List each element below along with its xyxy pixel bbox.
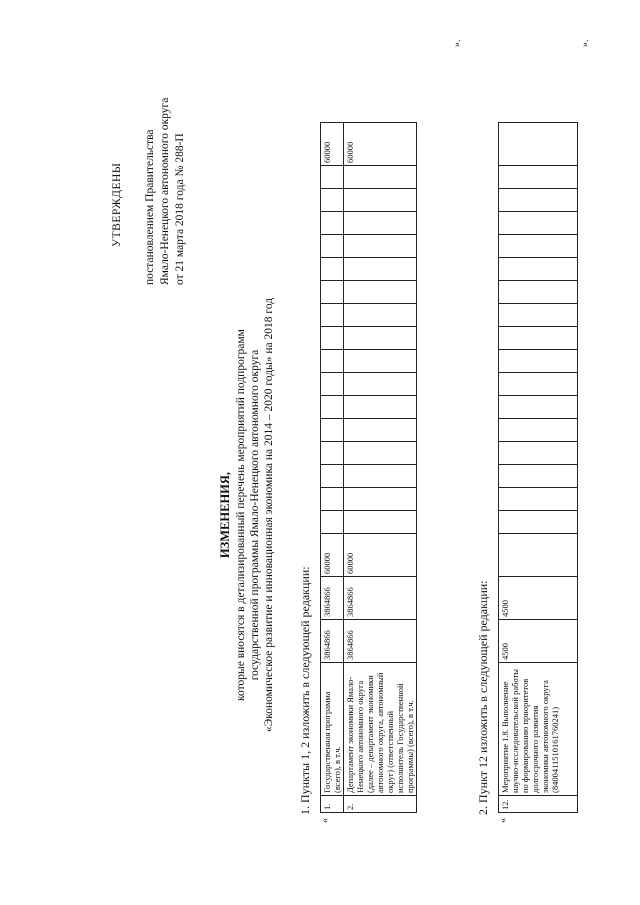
- empty-cell: [344, 396, 417, 419]
- row-value: 3864866: [344, 620, 417, 663]
- approval-line-1: постановлением Правительства: [144, 129, 156, 285]
- empty-cell: [344, 350, 417, 373]
- empty-cell: [499, 304, 578, 327]
- empty-cell: [321, 350, 344, 373]
- empty-cell: [321, 419, 344, 442]
- row-name: Мероприятие 1.8. Выполнение научно-исследовательской работы по формированию приоритетов долгосрочного развития экономики автономного округа (8400411510161760241): [499, 663, 578, 796]
- title-line-3: «Экономическое развитие и инновационная экономика на 2014 – 2020 годы» на 2018 год: [263, 297, 275, 733]
- row-number: 12.: [499, 796, 578, 813]
- row-name: Государственная программа (всего), в т.ч.: [321, 663, 344, 796]
- empty-cell: [499, 327, 578, 350]
- row-name: Департамент экономики Ямало-Ненецкого автономного округа (далее – департамент экономики автономного округа, автономный округ) (ответственный исполнитель Государственной программы) (всего), в т.ч.: [344, 663, 417, 796]
- empty-cell: [499, 534, 578, 577]
- row-value-last: 60000: [344, 123, 417, 166]
- section-1-title: 1. Пункты 1, 2 изложить в следующей редакции:: [298, 566, 312, 815]
- empty-cell: [344, 235, 417, 258]
- table-row: [344, 123, 417, 813]
- approval-block: [110, 55, 188, 285]
- section-1-open-quote: «: [320, 818, 331, 823]
- approval-heading: УТВЕРЖДЕНЫ: [111, 162, 123, 247]
- empty-cell: [499, 281, 578, 304]
- empty-cell: [499, 166, 578, 189]
- empty-cell: [321, 396, 344, 419]
- section-2-open-quote: «: [498, 818, 509, 823]
- row-value-last: 60000: [321, 123, 344, 166]
- rotated-document-page: [20, 25, 620, 885]
- empty-cell: [499, 396, 578, 419]
- empty-cell: [499, 258, 578, 281]
- empty-cell: [499, 465, 578, 488]
- section-2-close-quote: ».: [580, 39, 591, 47]
- empty-cell: [344, 258, 417, 281]
- empty-cell: [321, 511, 344, 534]
- section-1-table: [320, 122, 417, 813]
- row-value: 4500: [499, 577, 578, 620]
- document-title: [218, 285, 276, 745]
- section-2-title: 2. Пункт 12 изложить в следующей редакции:: [476, 580, 490, 815]
- row-number: 2.: [344, 796, 417, 813]
- empty-cell: [321, 258, 344, 281]
- row-value: 60000: [344, 534, 417, 577]
- empty-cell: [321, 373, 344, 396]
- approval-line-2: Ямало-Ненецкого автономного округа: [159, 97, 171, 285]
- empty-cell: [344, 189, 417, 212]
- empty-cell: [344, 511, 417, 534]
- empty-cell: [344, 212, 417, 235]
- empty-cell: [499, 511, 578, 534]
- empty-cell: [344, 281, 417, 304]
- row-value: 4500: [499, 620, 578, 663]
- empty-cell: [344, 373, 417, 396]
- empty-cell: [344, 465, 417, 488]
- empty-cell: [321, 488, 344, 511]
- title-line-2: государственной программы Ямало-Ненецкого автономного округа: [249, 349, 261, 681]
- empty-cell: [344, 442, 417, 465]
- empty-cell: [344, 419, 417, 442]
- empty-cell: [321, 281, 344, 304]
- empty-cell: [499, 488, 578, 511]
- empty-cell: [321, 235, 344, 258]
- empty-cell: [321, 327, 344, 350]
- row-value: 60000: [321, 534, 344, 577]
- empty-cell: [321, 442, 344, 465]
- empty-cell: [344, 304, 417, 327]
- row-value: 3864866: [321, 577, 344, 620]
- empty-cell: [499, 212, 578, 235]
- title-main: ИЗМЕНЕНИЯ,: [218, 471, 232, 559]
- empty-cell: [499, 350, 578, 373]
- empty-cell: [499, 123, 578, 166]
- empty-cell: [499, 189, 578, 212]
- empty-cell: [499, 373, 578, 396]
- table-row: [321, 123, 344, 813]
- empty-cell: [321, 212, 344, 235]
- approval-line-3: от 21 марта 2018 года № 288-П: [174, 133, 186, 285]
- empty-cell: [321, 465, 344, 488]
- empty-cell: [499, 442, 578, 465]
- title-line-1: которые вносятся в детализированный перечень мероприятий подпрограмм: [235, 329, 247, 701]
- empty-cell: [499, 235, 578, 258]
- empty-cell: [499, 419, 578, 442]
- empty-cell: [344, 327, 417, 350]
- empty-cell: [321, 304, 344, 327]
- empty-cell: [321, 166, 344, 189]
- row-value: 3864866: [321, 620, 344, 663]
- row-number: 1.: [321, 796, 344, 813]
- empty-cell: [344, 166, 417, 189]
- section-1-close-quote: ».: [452, 39, 463, 47]
- section-2-table: [498, 122, 578, 813]
- empty-cell: [321, 189, 344, 212]
- empty-cell: [344, 488, 417, 511]
- row-value: 3864866: [344, 577, 417, 620]
- table-row: [499, 123, 578, 813]
